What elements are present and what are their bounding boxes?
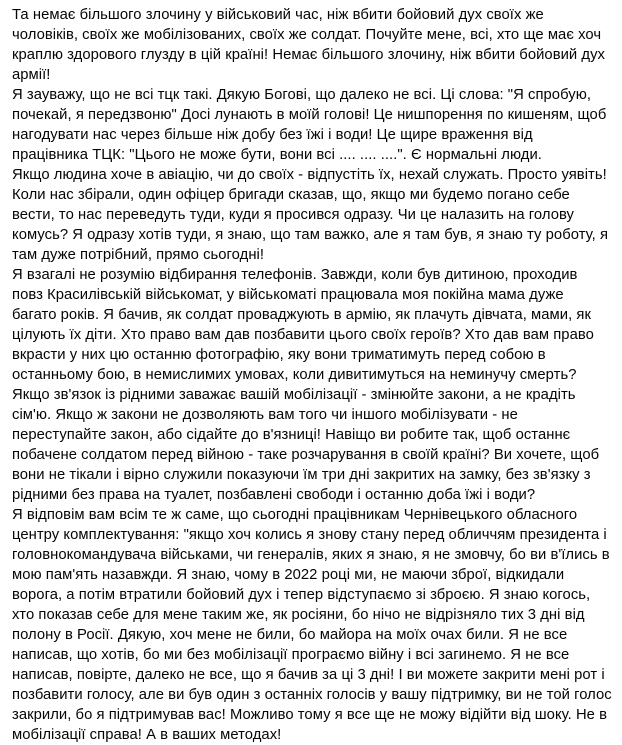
post-paragraph-4: Я взагалі не розумію відбирання телефонів. Завжди, коли був дитиною, проходив повз Красилівській військомат, у військоматі працювала моя покійна мама дуже багато років. Я бачив, як солдат проваджують в армію, як плачуть дівчата, мами, як цілують їх діти. Хто право вам дав позбавити цього своїх героїв? Хто дав вам право вкрасти у них цю останню фотографію, яку вони триматимуть перед собою в останньому бою, в немислимих умовах, коли дивитимуться на неминучу смерть? Якщо зв'язок із рідними заважає вашій мобілізації - змінюйте закони, а не крадіть сім'ю. Якщо ж закони не дозволяють вам того чи іншого мобілізувати - не переступайте закон, або сідайте до в'язниці! Навіщо ви робите так, щоб останнє побачене солдатом перед війною - таке розчарування в своїй країні? Ви хочете, щоб вони не тікали і вірно служили показуючи їм три дні закритих на замку, без зв'язку з рідними без права на туалет, позбавлені свободи і останню доба їжі і води?	[12, 267, 600, 503]
post-paragraph-3: Якщо людина хоче в авіацію, чи до своїх - відпустіть їх, нехай служать. Просто уявіть! Коли нас збірали, один офіцер бригади сказав, що, якщо ми будемо погано себе вести, то нас переведуть туди, куди я просився одразу. Чи це налазить на голову комусь? Я одразу хотів туди, я знаю, що там важко, але я там був, я знаю ту роботу, я там дуже потрібний, прямо сьогодні!	[12, 167, 609, 263]
post-paragraph-1: Та немає більшого злочину у військовий час, ніж вбити бойовий дух своїх же чоловіків, своїх же мобілізованих, своїх же солдат. Почуйте мене, всі, хто ще має хоч краплю здорового глузду в цій країні! Немає більшого злочину, ніж вбити бойовий дух армії!	[12, 7, 605, 83]
post-paragraph-2: Я зауважу, що не всі тцк такі. Дякую Богові, що далеко не всі. Ці слова: "Я спробую, почекай, я передзвоню" Досі лунають в моїй голові! Це нишпорення по кишеням, щоб нагодувати нас через більше ніж добу без їжі і води! Це щире враження від працівника ТЦК: "Цього не може бути, вони всі .... .... ....". Є нормальні люди.	[12, 87, 607, 163]
post-paragraph-5: Я відповім вам всім те ж саме, що сьогодні працівникам Чернівецького обласного центру комплектування: "якщо хоч колись я знову стану перед обличчям президента і головнокомандувача військами, чи генералів, яких я знаю, я не змовчу, бо ви в'їлись в мою пам'ять назавжди. Я знаю, чому в 2022 році ми, не маючи зброї, відкидали ворога, а потім втратили бойовий дух і тепер відступаємо зі зброєю. Я знаю когось, хто показав себе для мене таким же, як росіяни, бо нічо не відрізняло тих 3 дні від полону в Росії. Дякую, хоч мене не били, бо майора на моїх очах били. Я не все написав, що хотів, бо ми без мобілізації програємо війну і всі загинемо. Я не все написав, повірте, далеко не все, що я бачив за ці 3 дні! І ви можете закрити мені рот і позбавити голосу, але ви був один з останніх голосів у вашу підтримку, ви не той голос закрили, бо я підтримував вас! Можливо тому я все ще не можу відійти від шоку. Не в мобілізації справа! А в ваших методах!	[12, 507, 612, 743]
